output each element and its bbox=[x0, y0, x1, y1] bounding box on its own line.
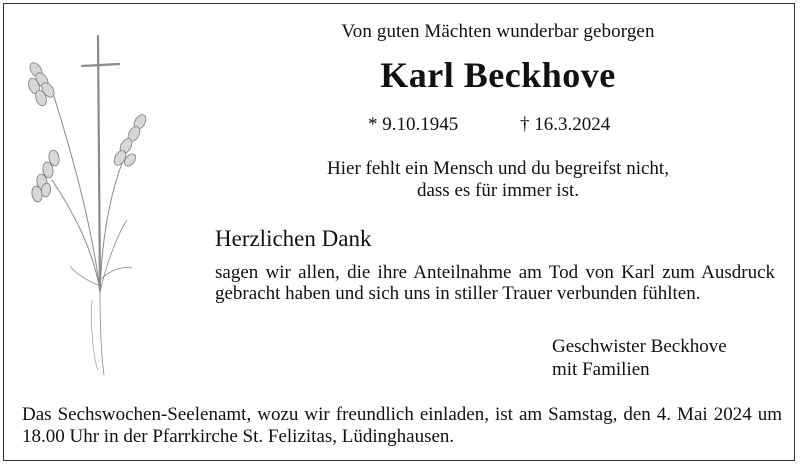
quote-line-1: Hier fehlt ein Mensch und du begreifst nicht, bbox=[327, 158, 669, 179]
quote bbox=[0, 158, 800, 202]
death-date: † 16.3.2024 bbox=[520, 114, 611, 135]
birth-date: * 9.10.1945 bbox=[368, 114, 459, 135]
deceased-name: Karl Beckhove bbox=[380, 55, 616, 95]
motto: Von guten Mächten wunderbar geborgen bbox=[341, 21, 655, 42]
quote-line-2: dass es für immer ist. bbox=[416, 180, 579, 201]
service-announcement: Das Sechswochen-Seelenamt, wozu wir freundlich einladen, ist am Samstag, den 4. Mai 2024 um 18.00 Uhr in der Pfarrkirche St. Felizitas, Lüdinghausen. bbox=[22, 404, 782, 447]
thanks-heading: Herzlichen Dank bbox=[215, 226, 372, 251]
signature bbox=[552, 335, 727, 381]
signature-line-2: mit Familien bbox=[552, 359, 650, 380]
signature-line-1: Geschwister Beckhove bbox=[552, 336, 727, 357]
thanks-text: sagen wir allen, die ihre Anteilnahme am Tod von Karl zum Ausdruck gebracht haben und sich uns in stiller Trauer verbunden fühlten. bbox=[215, 262, 775, 304]
